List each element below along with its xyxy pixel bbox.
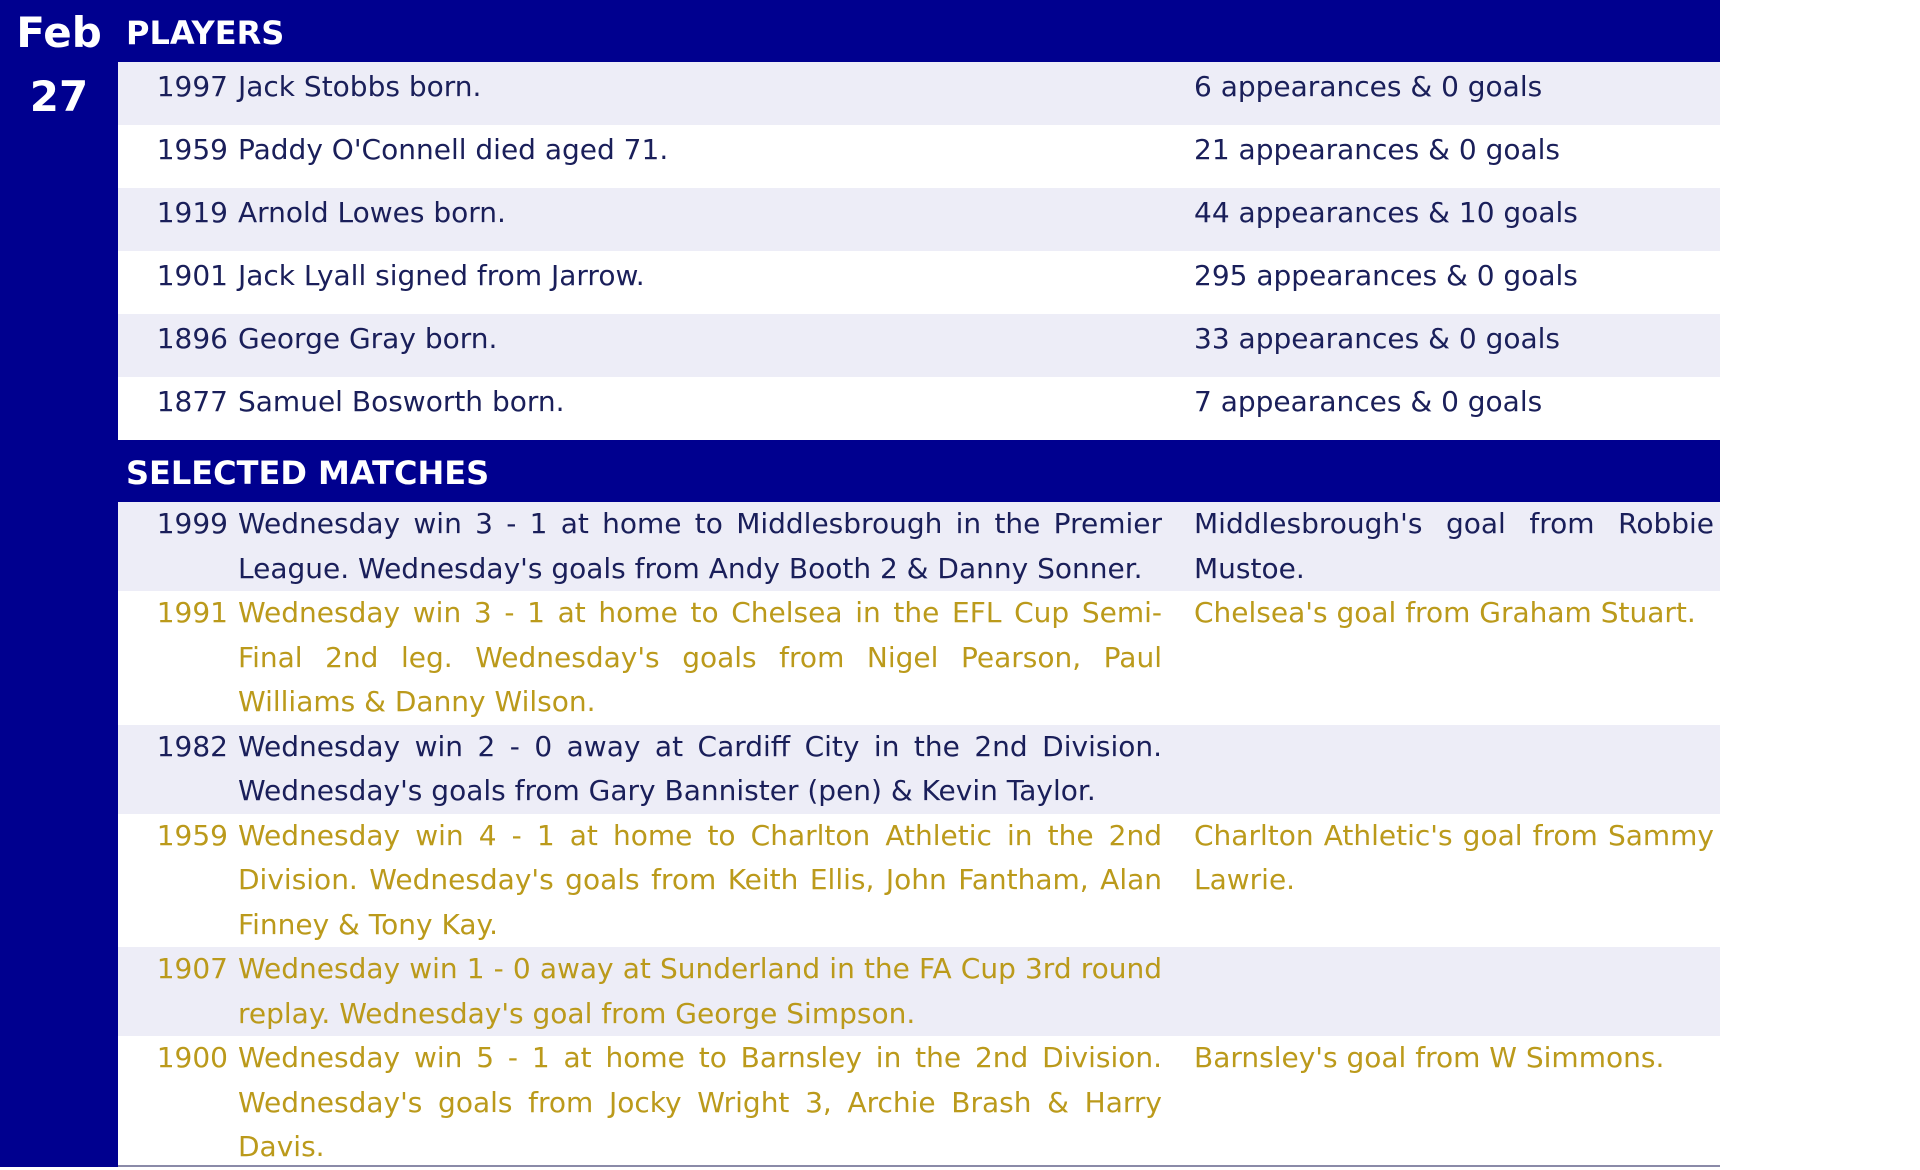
player-year: 1901 bbox=[156, 259, 228, 292]
matches-header: SELECTED MATCHES bbox=[118, 440, 1720, 502]
player-stats: 6 appearances & 0 goals bbox=[1194, 70, 1543, 103]
match-summary: Wednesday win 3 - 1 at home to Chelsea in the EFL Cup Semi-Final 2nd leg. Wednesday's goals from Nigel Pearson, Paul Williams & Danny Wilson. bbox=[238, 596, 1162, 718]
player-year: 1896 bbox=[156, 322, 228, 355]
match-row bbox=[118, 814, 1720, 948]
match-summary: Wednesday win 4 - 1 at home to Charlton Athletic in the 2nd Division. Wednesday's goals from Keith Ellis, John Fantham, Alan Finney & Tony Kay. bbox=[238, 818, 1162, 941]
player-row bbox=[118, 125, 1720, 188]
player-event: George Gray born. bbox=[238, 322, 498, 355]
match-row bbox=[118, 725, 1720, 814]
match-year: 1907 bbox=[156, 952, 228, 985]
match-summary: Wednesday win 5 - 1 at home to Barnsley in the 2nd Division. Wednesday's goals from Jocky Wright 3, Archie Brash & Harry Davis. bbox=[238, 1041, 1162, 1163]
match-opponent-goals: Chelsea's goal from Graham Stuart. bbox=[1194, 596, 1696, 629]
match-opponent-goals: Barnsley's goal from W Simmons. bbox=[1194, 1041, 1665, 1074]
match-opponent-goals: Middlesbrough's goal from Robbie Mustoe. bbox=[1194, 507, 1714, 585]
date-day: 27 bbox=[29, 72, 89, 121]
match-row bbox=[118, 947, 1720, 1036]
date-sidebar bbox=[0, 0, 118, 1167]
player-year: 1959 bbox=[156, 133, 228, 166]
player-stats: 7 appearances & 0 goals bbox=[1194, 385, 1543, 418]
player-event: Samuel Bosworth born. bbox=[238, 385, 565, 418]
player-year: 1877 bbox=[156, 385, 228, 418]
player-stats: 44 appearances & 10 goals bbox=[1194, 196, 1578, 229]
match-summary: Wednesday win 3 - 1 at home to Middlesbrough in the Premier League. Wednesday's goals from Andy Booth 2 & Danny Sonner. bbox=[238, 507, 1162, 585]
match-row bbox=[118, 502, 1720, 591]
match-year: 1982 bbox=[156, 729, 228, 763]
match-year: 1959 bbox=[156, 818, 228, 852]
player-row bbox=[118, 314, 1720, 377]
match-year: 1991 bbox=[156, 596, 228, 629]
player-row bbox=[118, 62, 1720, 125]
match-summary: Wednesday win 2 - 0 away at Cardiff City in the 2nd Division. Wednesday's goals from Gary Bannister (pen) & Kevin Taylor. bbox=[238, 729, 1162, 807]
player-year: 1919 bbox=[156, 196, 228, 229]
player-stats: 21 appearances & 0 goals bbox=[1194, 133, 1561, 166]
player-row bbox=[118, 377, 1720, 440]
match-summary: Wednesday win 1 - 0 away at Sunderland in the FA Cup 3rd round replay. Wednesday's goal from George Simpson. bbox=[238, 952, 1162, 1030]
match-year: 1999 bbox=[156, 507, 228, 540]
player-row bbox=[118, 251, 1720, 314]
player-event: Arnold Lowes born. bbox=[238, 196, 506, 229]
player-stats: 33 appearances & 0 goals bbox=[1194, 322, 1561, 355]
main-content bbox=[118, 0, 1720, 1170]
players-header: PLAYERS bbox=[118, 0, 1720, 62]
player-row bbox=[118, 188, 1720, 251]
match-row bbox=[118, 591, 1720, 725]
player-event: Jack Lyall signed from Jarrow. bbox=[238, 259, 645, 292]
player-year: 1997 bbox=[156, 70, 228, 103]
match-year: 1900 bbox=[156, 1041, 228, 1074]
match-row bbox=[118, 1036, 1720, 1170]
player-event: Jack Stobbs born. bbox=[238, 70, 482, 103]
player-stats: 295 appearances & 0 goals bbox=[1194, 259, 1578, 292]
date-month: Feb bbox=[16, 8, 102, 57]
player-event: Paddy O'Connell died aged 71. bbox=[238, 133, 669, 166]
match-opponent-goals: Charlton Athletic's goal from Sammy Lawrie. bbox=[1194, 818, 1714, 896]
